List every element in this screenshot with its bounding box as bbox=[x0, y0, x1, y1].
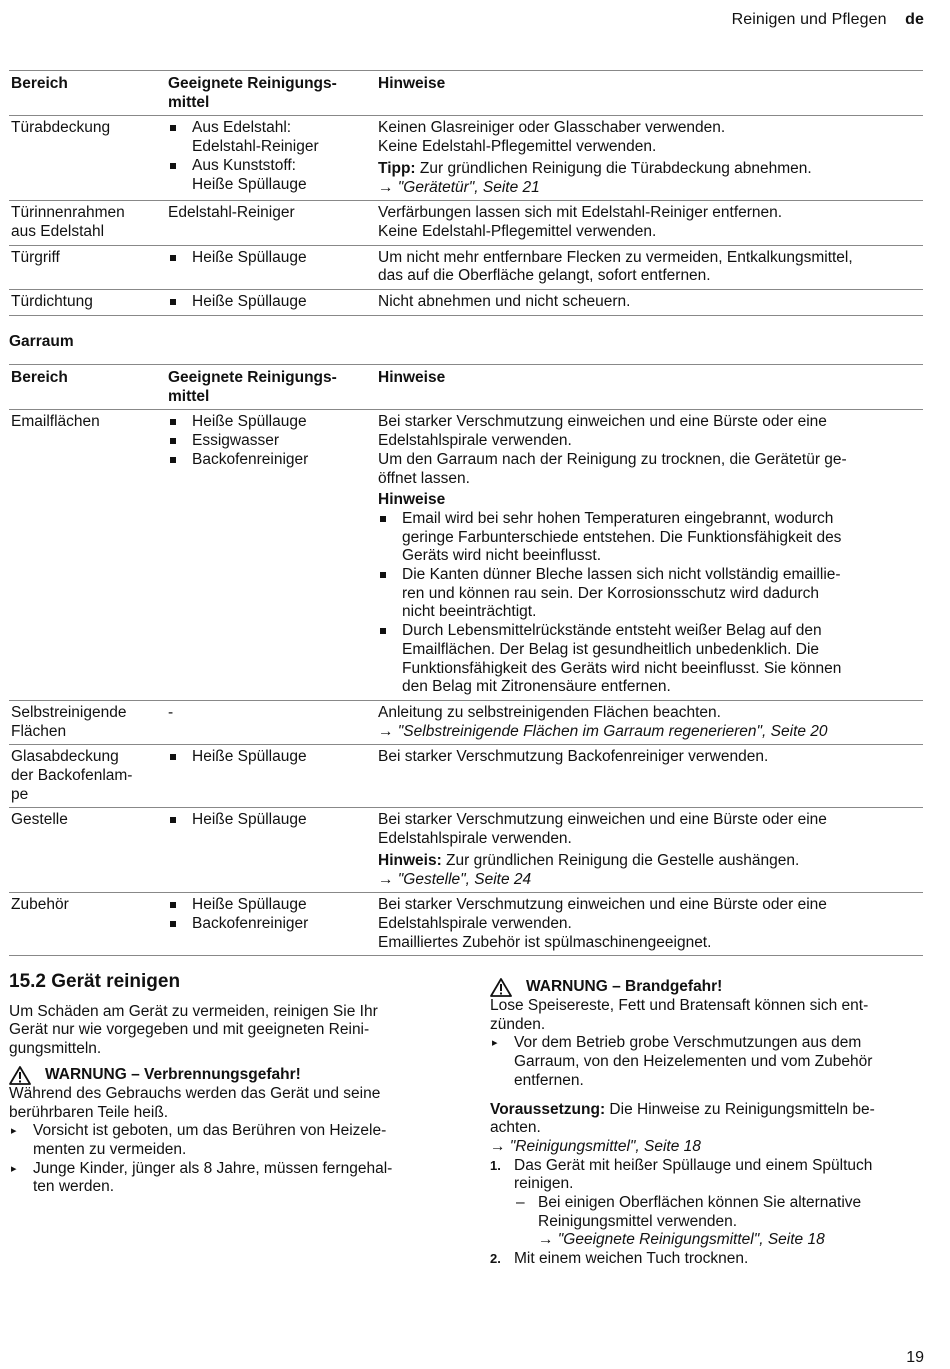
door-cleaning-table bbox=[9, 70, 923, 316]
warning-triangle-icon bbox=[490, 978, 512, 997]
agent-item: Heiße Spüllauge bbox=[168, 413, 378, 432]
table-row bbox=[9, 808, 923, 893]
agent-item: Heiße Spüllauge bbox=[168, 249, 378, 268]
hints-title: Hinweise bbox=[378, 491, 446, 509]
row-notes: Bei starker Verschmutzung einweichen und eine Bürste oder eine Edelstahlspirale verwenden. Um den Garraum nach der Reinigung zu trocknen, die Gerätetür ge- öffnet lassen. bbox=[378, 413, 847, 487]
agent-plain: Edelstahl-Reiniger bbox=[168, 204, 295, 222]
table-row bbox=[9, 201, 923, 245]
tip-label: Tipp: bbox=[378, 159, 416, 177]
cross-reference-link[interactable]: → "Selbstreinigende Flächen im Garraum regenerieren", Seite 20 bbox=[378, 722, 828, 740]
table-row bbox=[9, 290, 923, 316]
col-header-area: Bereich bbox=[11, 369, 68, 386]
step-number: 2. bbox=[490, 1251, 501, 1267]
step-item bbox=[490, 1157, 922, 1251]
warning-fire-item: ▸ Vor dem Betrieb grobe Verschmutzungen aus dem Garraum, von den Heizelementen und vom Zubehör entfernen. bbox=[490, 1034, 922, 1090]
section-right-column bbox=[490, 972, 922, 1269]
row-area: Glasabdeckung der Backofenlam- pe bbox=[11, 748, 133, 803]
row-area: Türabdeckung bbox=[11, 119, 111, 137]
agent-item: Heiße Spüllauge bbox=[168, 293, 378, 312]
prerequisite-text: Die Hinweise zu Reinigungsmitteln be- achten. bbox=[490, 1100, 875, 1137]
table-row bbox=[9, 701, 923, 745]
warning-fire-heading bbox=[490, 978, 922, 997]
hint-item: Durch Lebensmittelrückstände entsteht weißer Belag auf den Emailflächen. Der Belag ist gesundheitlich unbedenklich. Die Funktionsfähigkeit des Geräts wird nicht beeinflusst. Sie können den Belag mit Zitronensäure entfernen. bbox=[378, 622, 923, 697]
agent-item: Backofenreiniger bbox=[168, 915, 378, 934]
warning-triangle-icon bbox=[9, 1066, 31, 1085]
agent-item: Aus Edelstahl: Edelstahl-Reiniger bbox=[168, 119, 378, 156]
cross-reference-link[interactable]: → "Geeignete Reinigungsmittel", Seite 18 bbox=[538, 1231, 825, 1249]
row-area: Emailflächen bbox=[11, 413, 100, 431]
row-notes: Um nicht mehr entfernbare Flecken zu vermeiden, Entkalkungsmittel, das auf die Oberfläche gelangt, sofort entfernen. bbox=[378, 248, 853, 285]
table-row bbox=[9, 410, 923, 701]
section-intro: Um Schäden am Gerät zu vermeiden, reinigen Sie Ihr Gerät nur wie vorgegeben und mit geeigneten Reini- gungsmitteln. bbox=[9, 1002, 378, 1058]
hint-item: Die Kanten dünner Bleche lassen sich nicht vollständig emaillie- ren und können rau sein. Der Korrosionsschutz wird dadurch nicht beeinträchtigt. bbox=[378, 566, 923, 622]
col-header-agents: Geeignete Reinigungs- mittel bbox=[168, 369, 337, 405]
tip-text: Zur gründlichen Reinigung die Türabdeckung abnehmen. bbox=[415, 159, 812, 177]
agent-item: Heiße Spüllauge bbox=[168, 748, 378, 767]
warning-burn-text: Während des Gebrauchs werden das Gerät und seine berührbaren Teile heiß. bbox=[9, 1084, 381, 1121]
row-area: Türinnenrahmen aus Edelstahl bbox=[11, 204, 125, 240]
row-area: Selbstreinigende Flächen bbox=[11, 703, 127, 740]
agent-item: Essigwasser bbox=[168, 432, 378, 451]
row-notes: Verfärbungen lassen sich mit Edelstahl-Reiniger entfernen. Keine Edelstahl-Pflegemittel verwenden. bbox=[378, 204, 783, 240]
warning-burn-item: ▸ Junge Kinder, jünger als 8 Jahre, müssen ferngehal- ten werden. bbox=[9, 1160, 441, 1197]
col-header-agents: Geeignete Reinigungs- mittel bbox=[168, 75, 337, 111]
col-header-notes: Hinweise bbox=[378, 75, 446, 92]
header-section-title: Reinigen und Pflegen bbox=[731, 11, 887, 28]
page-number: 19 bbox=[906, 1349, 924, 1366]
section-left-column bbox=[9, 973, 441, 1197]
table-row bbox=[9, 745, 923, 808]
row-notes: Bei starker Verschmutzung Backofenreiniger verwenden. bbox=[378, 748, 769, 766]
table-row bbox=[9, 893, 923, 956]
row-area: Gestelle bbox=[11, 811, 68, 829]
row-area: Türgriff bbox=[11, 248, 60, 266]
warning-burn-item: ▸ Vorsicht ist geboten, um das Berühren von Heizele- menten zu vermeiden. bbox=[9, 1122, 441, 1159]
hint-item: Email wird bei sehr hohen Temperaturen eingebrannt, wodurch geringe Farbunterschiede entstehen. Die Funktionsfähigkeit des Geräts wird nicht beeinflusst. bbox=[378, 510, 923, 566]
row-area: Zubehör bbox=[11, 896, 69, 914]
row-notes: Anleitung zu selbstreinigenden Flächen beachten. bbox=[378, 703, 721, 721]
cross-reference-link[interactable]: → "Gestelle", Seite 24 bbox=[378, 870, 532, 888]
agent-plain: - bbox=[168, 703, 174, 721]
oven-cavity-cleaning-table bbox=[9, 364, 923, 956]
warning-burn-heading bbox=[9, 1066, 441, 1085]
row-area: Türdichtung bbox=[11, 293, 93, 311]
warning-fire-title: WARNUNG – Brandgefahr! bbox=[526, 978, 723, 996]
row-notes: Bei starker Verschmutzung einweichen und eine Bürste oder eine Edelstahlspirale verwenden. bbox=[378, 811, 827, 848]
section-title: 15.2 Gerät reinigen bbox=[9, 971, 181, 992]
header-language: de bbox=[905, 11, 924, 28]
step-text: Mit einem weichen Tuch trocknen. bbox=[514, 1250, 749, 1268]
table-header-row bbox=[9, 70, 923, 116]
hint-label: Hinweis: bbox=[378, 851, 442, 869]
agent-item: Heiße Spüllauge bbox=[168, 896, 378, 915]
col-header-area: Bereich bbox=[11, 75, 68, 92]
row-notes: Bei starker Verschmutzung einweichen und eine Bürste oder eine Edelstahlspirale verwenden. Emailliertes Zubehör ist spülmaschinengeeignet. bbox=[378, 896, 827, 951]
agent-item: Heiße Spüllauge bbox=[168, 811, 378, 830]
step-number: 1. bbox=[490, 1157, 501, 1173]
col-header-notes: Hinweise bbox=[378, 369, 446, 386]
table-header-row bbox=[9, 364, 923, 410]
agent-item: Aus Kunststoff: Heiße Spüllauge bbox=[168, 157, 378, 194]
row-notes: Nicht abnehmen und nicht scheuern. bbox=[378, 293, 631, 311]
agent-item: Backofenreiniger bbox=[168, 451, 378, 470]
running-header bbox=[732, 11, 924, 30]
table-row bbox=[9, 246, 923, 290]
cross-reference-link[interactable]: → "Reinigungsmittel", Seite 18 bbox=[490, 1137, 701, 1155]
step-subitem: – Bei einigen Oberflächen können Sie alternative Reinigungsmittel verwenden. bbox=[514, 1194, 922, 1231]
subheading-garraum: Garraum bbox=[9, 333, 74, 350]
warning-fire-text: Lose Speisereste, Fett und Bratensaft können sich ent- zünden. bbox=[490, 997, 869, 1033]
row-notes: Keinen Glasreiniger oder Glasschaber verwenden. Keine Edelstahl-Pflegemittel verwenden. bbox=[378, 119, 726, 156]
step-text: Das Gerät mit heißer Spüllauge und einem Spültuch reinigen. bbox=[514, 1156, 873, 1193]
prerequisite bbox=[490, 1101, 922, 1138]
warning-burn-title: WARNUNG – Verbrennungsgefahr! bbox=[45, 1065, 301, 1083]
hint-text: Zur gründlichen Reinigung die Gestelle aushängen. bbox=[441, 851, 800, 869]
cross-reference-link[interactable]: → "Gerätetür", Seite 21 bbox=[378, 178, 540, 196]
prerequisite-label: Voraussetzung: bbox=[490, 1100, 606, 1118]
step-item bbox=[490, 1250, 922, 1269]
table-row bbox=[9, 116, 923, 201]
